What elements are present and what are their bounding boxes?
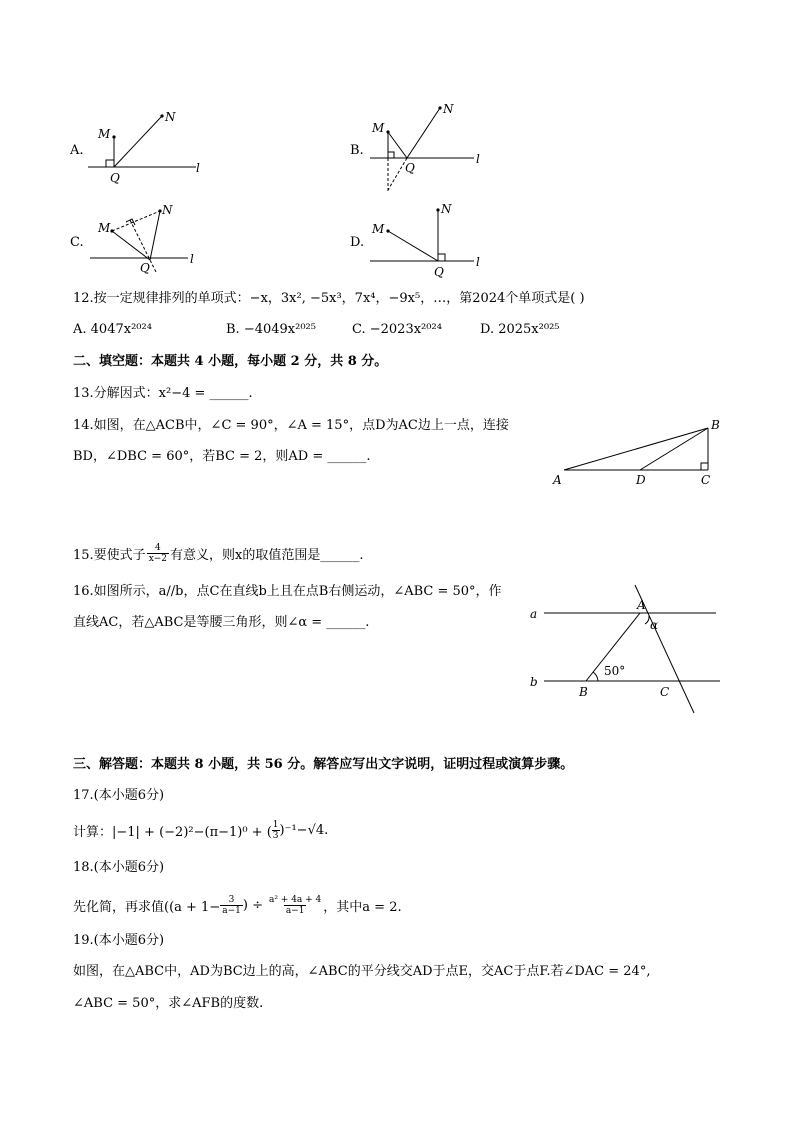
section-3-heading: 三、解答题：本题共 8 小题，共 56 分。解答应写出文字说明，证明过程或演算步骤。 xyxy=(73,757,574,772)
q19-title: 19.(本小题6分) xyxy=(73,933,165,948)
q11-figure-c xyxy=(70,200,210,280)
q14-label-d: D xyxy=(636,473,646,487)
q17-expression xyxy=(73,816,328,844)
q15-fraction xyxy=(147,543,169,564)
q11-d-label-l: l xyxy=(476,255,480,269)
q17-prefix: 计算：|−1| + (−2)²−(π−1)⁰ + ( xyxy=(73,824,272,840)
q18-mid: ) ÷ xyxy=(242,897,263,913)
q11-c-label-q: Q xyxy=(140,261,150,275)
q14-line1: 14.如图，在△ACB中，∠C = 90°，∠A = 15°，点D为AC边上一点，连接 xyxy=(73,418,509,433)
q16-line2: 直线AC，若△ABC是等腰三角形，则∠α = ______. xyxy=(73,615,370,630)
q12-option-a[interactable]: A. 4047x²⁰²⁴ xyxy=(73,322,152,337)
q15-prefix: 15.要使式子 xyxy=(73,547,146,563)
q14-label-a: A xyxy=(553,473,562,487)
q16-label-point-b: B xyxy=(579,685,588,699)
q11-b-label-m: M xyxy=(372,121,385,135)
q12-option-c[interactable]: C. −2023x²⁰²⁴ xyxy=(352,322,442,337)
q16-label-alpha: α xyxy=(650,618,659,632)
q18-prefix: 先化简，再求值((a + 1− xyxy=(73,899,221,915)
q19-line1: 如图，在△ABC中，AD为BC边上的高，∠ABC的平分线交AD于点E，交AC于点F.若∠DAC = 24°, xyxy=(73,964,651,979)
q16-label-angle-50: 50° xyxy=(604,664,626,678)
q14-line2: BD，∠DBC = 60°，若BC = 2，则AD = ______. xyxy=(73,449,371,464)
q18-fraction-1 xyxy=(220,895,243,916)
q11-c-option-label: C. xyxy=(70,235,84,250)
q18-fraction-2-numerator: a² + 4a + 4 xyxy=(268,894,322,905)
q11-c-label-m: M xyxy=(98,221,111,235)
q16-figure xyxy=(524,580,729,720)
q12-stem: 12.按一定规律排列的单项式：−x，3x², −5x³，7x⁴，−9x⁵，…，第2024个单项式是( ) xyxy=(73,291,585,306)
q11-d-label-q: Q xyxy=(434,265,444,279)
q17-title: 17.(本小题6分) xyxy=(73,788,165,803)
q12-option-d[interactable]: D. 2025x²⁰²⁵ xyxy=(480,322,560,337)
q12-option-b[interactable]: B. −4049x²⁰²⁵ xyxy=(226,322,316,337)
q19-line2: ∠ABC = 50°，求∠AFB的度数. xyxy=(73,996,264,1011)
q18-fraction-1-denominator: a−1 xyxy=(222,905,241,916)
q11-b-label-q: Q xyxy=(405,161,415,175)
q15-fraction-denominator: x−2 xyxy=(148,553,168,564)
q11-d-label-m: M xyxy=(372,222,385,236)
q13-text: 13.分解因式：x²−4 = ______. xyxy=(73,386,253,401)
q17-suffix: )⁻¹−√4. xyxy=(279,822,329,838)
section-2-heading: 二、填空题：本题共 4 小题，每小题 2 分，共 8 分。 xyxy=(73,354,388,369)
q16-label-point-a: A xyxy=(637,598,646,612)
q11-b-label-l: l xyxy=(476,152,480,166)
q11-d-label-n: N xyxy=(441,202,452,216)
q16-line1: 16.如图所示，a//b，点C在直线b上且在点B右侧运动，∠ABC = 50°，作 xyxy=(73,584,502,599)
q17-fraction xyxy=(272,820,280,841)
q18-expression xyxy=(73,890,402,920)
q15-fraction-numerator: 4 xyxy=(154,542,161,553)
q16-label-line-a: a xyxy=(530,607,538,621)
q15-suffix: 有意义，则x的取值范围是______. xyxy=(170,547,364,563)
q11-b-label-n: N xyxy=(443,102,454,116)
q18-suffix: ，其中a = 2. xyxy=(323,899,402,915)
q18-fraction-1-numerator: 3 xyxy=(228,894,235,905)
q18-fraction-2 xyxy=(267,895,323,916)
q11-c-label-l: l xyxy=(190,252,194,266)
q17-fraction-denominator: 3 xyxy=(272,830,279,841)
q11-figure-d xyxy=(350,198,490,280)
q11-a-label-q: Q xyxy=(110,171,120,184)
q11-a-label-m: M xyxy=(98,127,111,141)
q14-label-b: B xyxy=(711,418,720,432)
q18-title: 18.(本小题6分) xyxy=(73,860,165,875)
q11-a-label-n: N xyxy=(165,110,176,124)
q11-figure-b xyxy=(350,98,500,198)
q14-figure xyxy=(550,416,730,488)
q14-label-c: C xyxy=(701,473,711,487)
q11-c-label-n: N xyxy=(162,203,173,217)
q16-label-line-b: b xyxy=(530,675,538,689)
q17-fraction-numerator: 1 xyxy=(272,819,279,830)
q18-fraction-2-denominator: a−1 xyxy=(285,905,305,916)
q11-d-option-label: D. xyxy=(350,235,365,250)
q11-a-option-label: A. xyxy=(70,143,84,158)
q15-text xyxy=(73,540,364,566)
q16-label-point-c: C xyxy=(660,685,670,699)
q11-figure-a xyxy=(70,104,220,184)
q11-a-label-l: l xyxy=(196,161,200,175)
q11-b-option-label: B. xyxy=(350,143,364,158)
